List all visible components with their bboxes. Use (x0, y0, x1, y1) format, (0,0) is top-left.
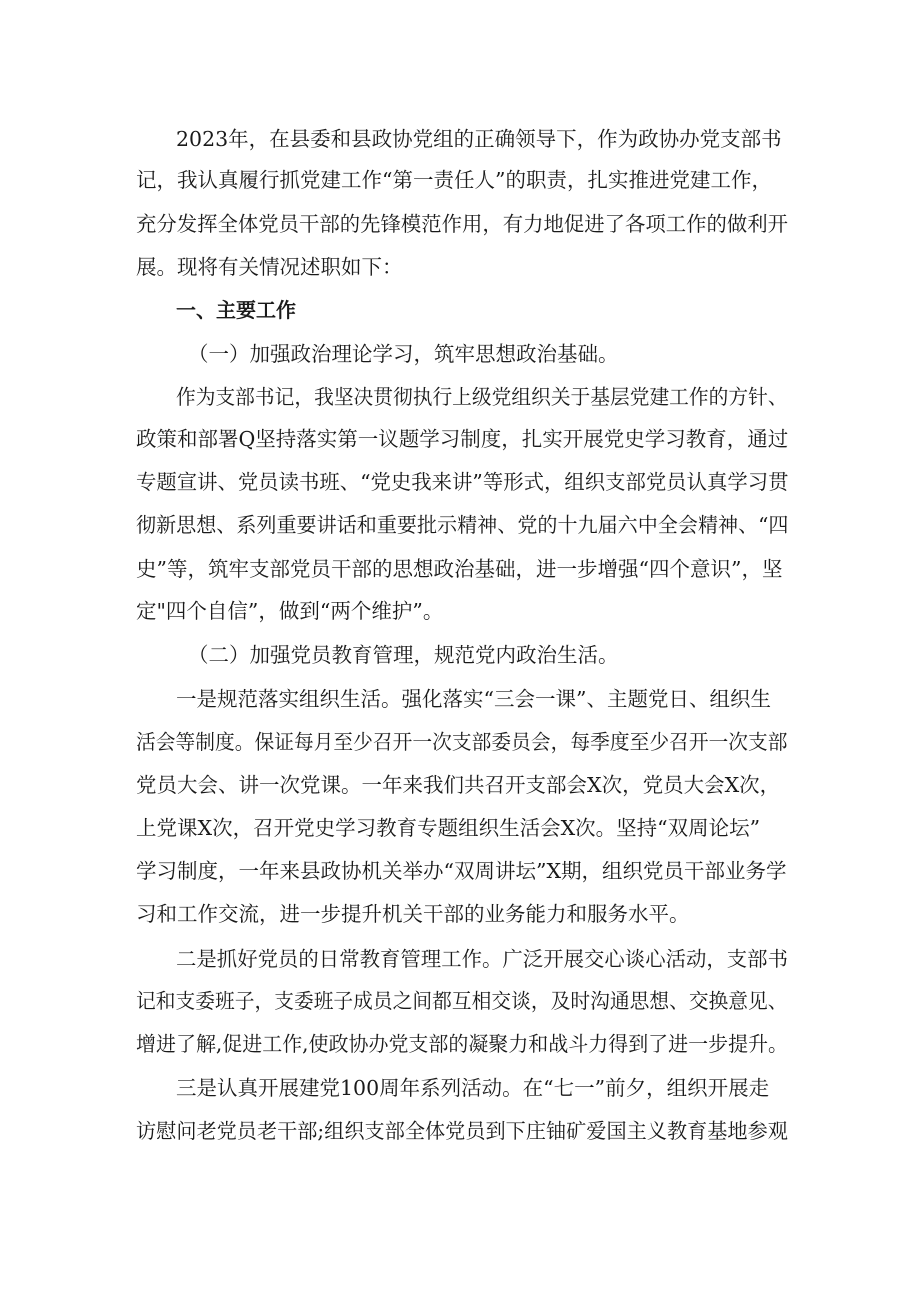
subsection-title: （二）加强党员教育管理，规范党内政治生活。 (188, 643, 619, 667)
body-line: 定"四个自信”，做到“两个维护”。 (136, 599, 444, 623)
body-line: 二是抓好党员的日常教育管理工作。广泛开展交心谈心活动，支部书 (176, 947, 788, 971)
body-line: 作为支部书记，我坚决贯彻执行上级党组织关于基层党建工作的方针、 (176, 385, 788, 409)
body-line: 记和支委班子，支委班子成员之间都互相交谈，及时沟通思想、交换意见、 (136, 989, 788, 1013)
body-line: 专题宣讲、党员读书班、“党史我来讲”等形式，组织支部党员认真学习贯 (136, 470, 789, 494)
body-line: 学习制度，一年来县政协机关举办“双周讲坛”X期，组织党员干部业务学 (136, 859, 787, 883)
body-line: 政策和部署Q坚持落实第一议题学习制度，扎实开展党史学习教育，通过 (136, 427, 789, 451)
body-line: 习和工作交流，进一步提升机关干部的业务能力和服务水平。 (136, 902, 690, 926)
body-line: 活会等制度。保证每月至少召开一次支部委员会，每季度至少召开一次支部 (136, 730, 788, 754)
body-line: 一是规范落实组织生活。强化落实“三会一课”、主题党日、组织生 (176, 687, 771, 711)
subsection-title: （一）加强政治理论学习，筑牢思想政治基础。 (188, 342, 619, 366)
body-line: 三是认真开展建党100周年系列活动。在“七一”前夕，组织开展走 (176, 1076, 770, 1100)
body-line: 史”等，筑牢支部党员干部的思想政治基础，进一步增强“四个意识”，坚 (136, 557, 783, 581)
intro-line: 充分发挥全体党员干部的先锋模范作用，有力地促进了各项工作的做利开 (136, 212, 788, 236)
intro-line: 展。现将有关情况述职如下： (136, 255, 403, 279)
body-line: 访慰问老党员老干部;组织支部全体党员到下庄铀矿爱国主义教育基地参观 (136, 1119, 788, 1143)
intro-line: 2023年，在县委和县政协党组的正确领导下，作为政协办党支部书 (176, 127, 782, 151)
body-line: 增进了解,促进工作,使政协办党支部的凝聚力和战斗力得到了进一步提升。 (136, 1032, 789, 1056)
body-line: 党员大会、讲一次党课。一年来我们共召开支部会X次，党员大会X次， (136, 773, 781, 797)
body-line: 上党课X次，召开党史学习教育专题组织生活会X次。坚持“双周论坛” (136, 816, 761, 840)
intro-line: 记，我认真履行抓党建工作“第一责任人”的职责，扎实推进党建工作， (136, 168, 772, 192)
section-heading: 一、主要工作 (176, 298, 296, 322)
body-line: 彻新思想、系列重要讲话和重要批示精神、党的十九届六中全会精神、“四 (136, 513, 789, 537)
